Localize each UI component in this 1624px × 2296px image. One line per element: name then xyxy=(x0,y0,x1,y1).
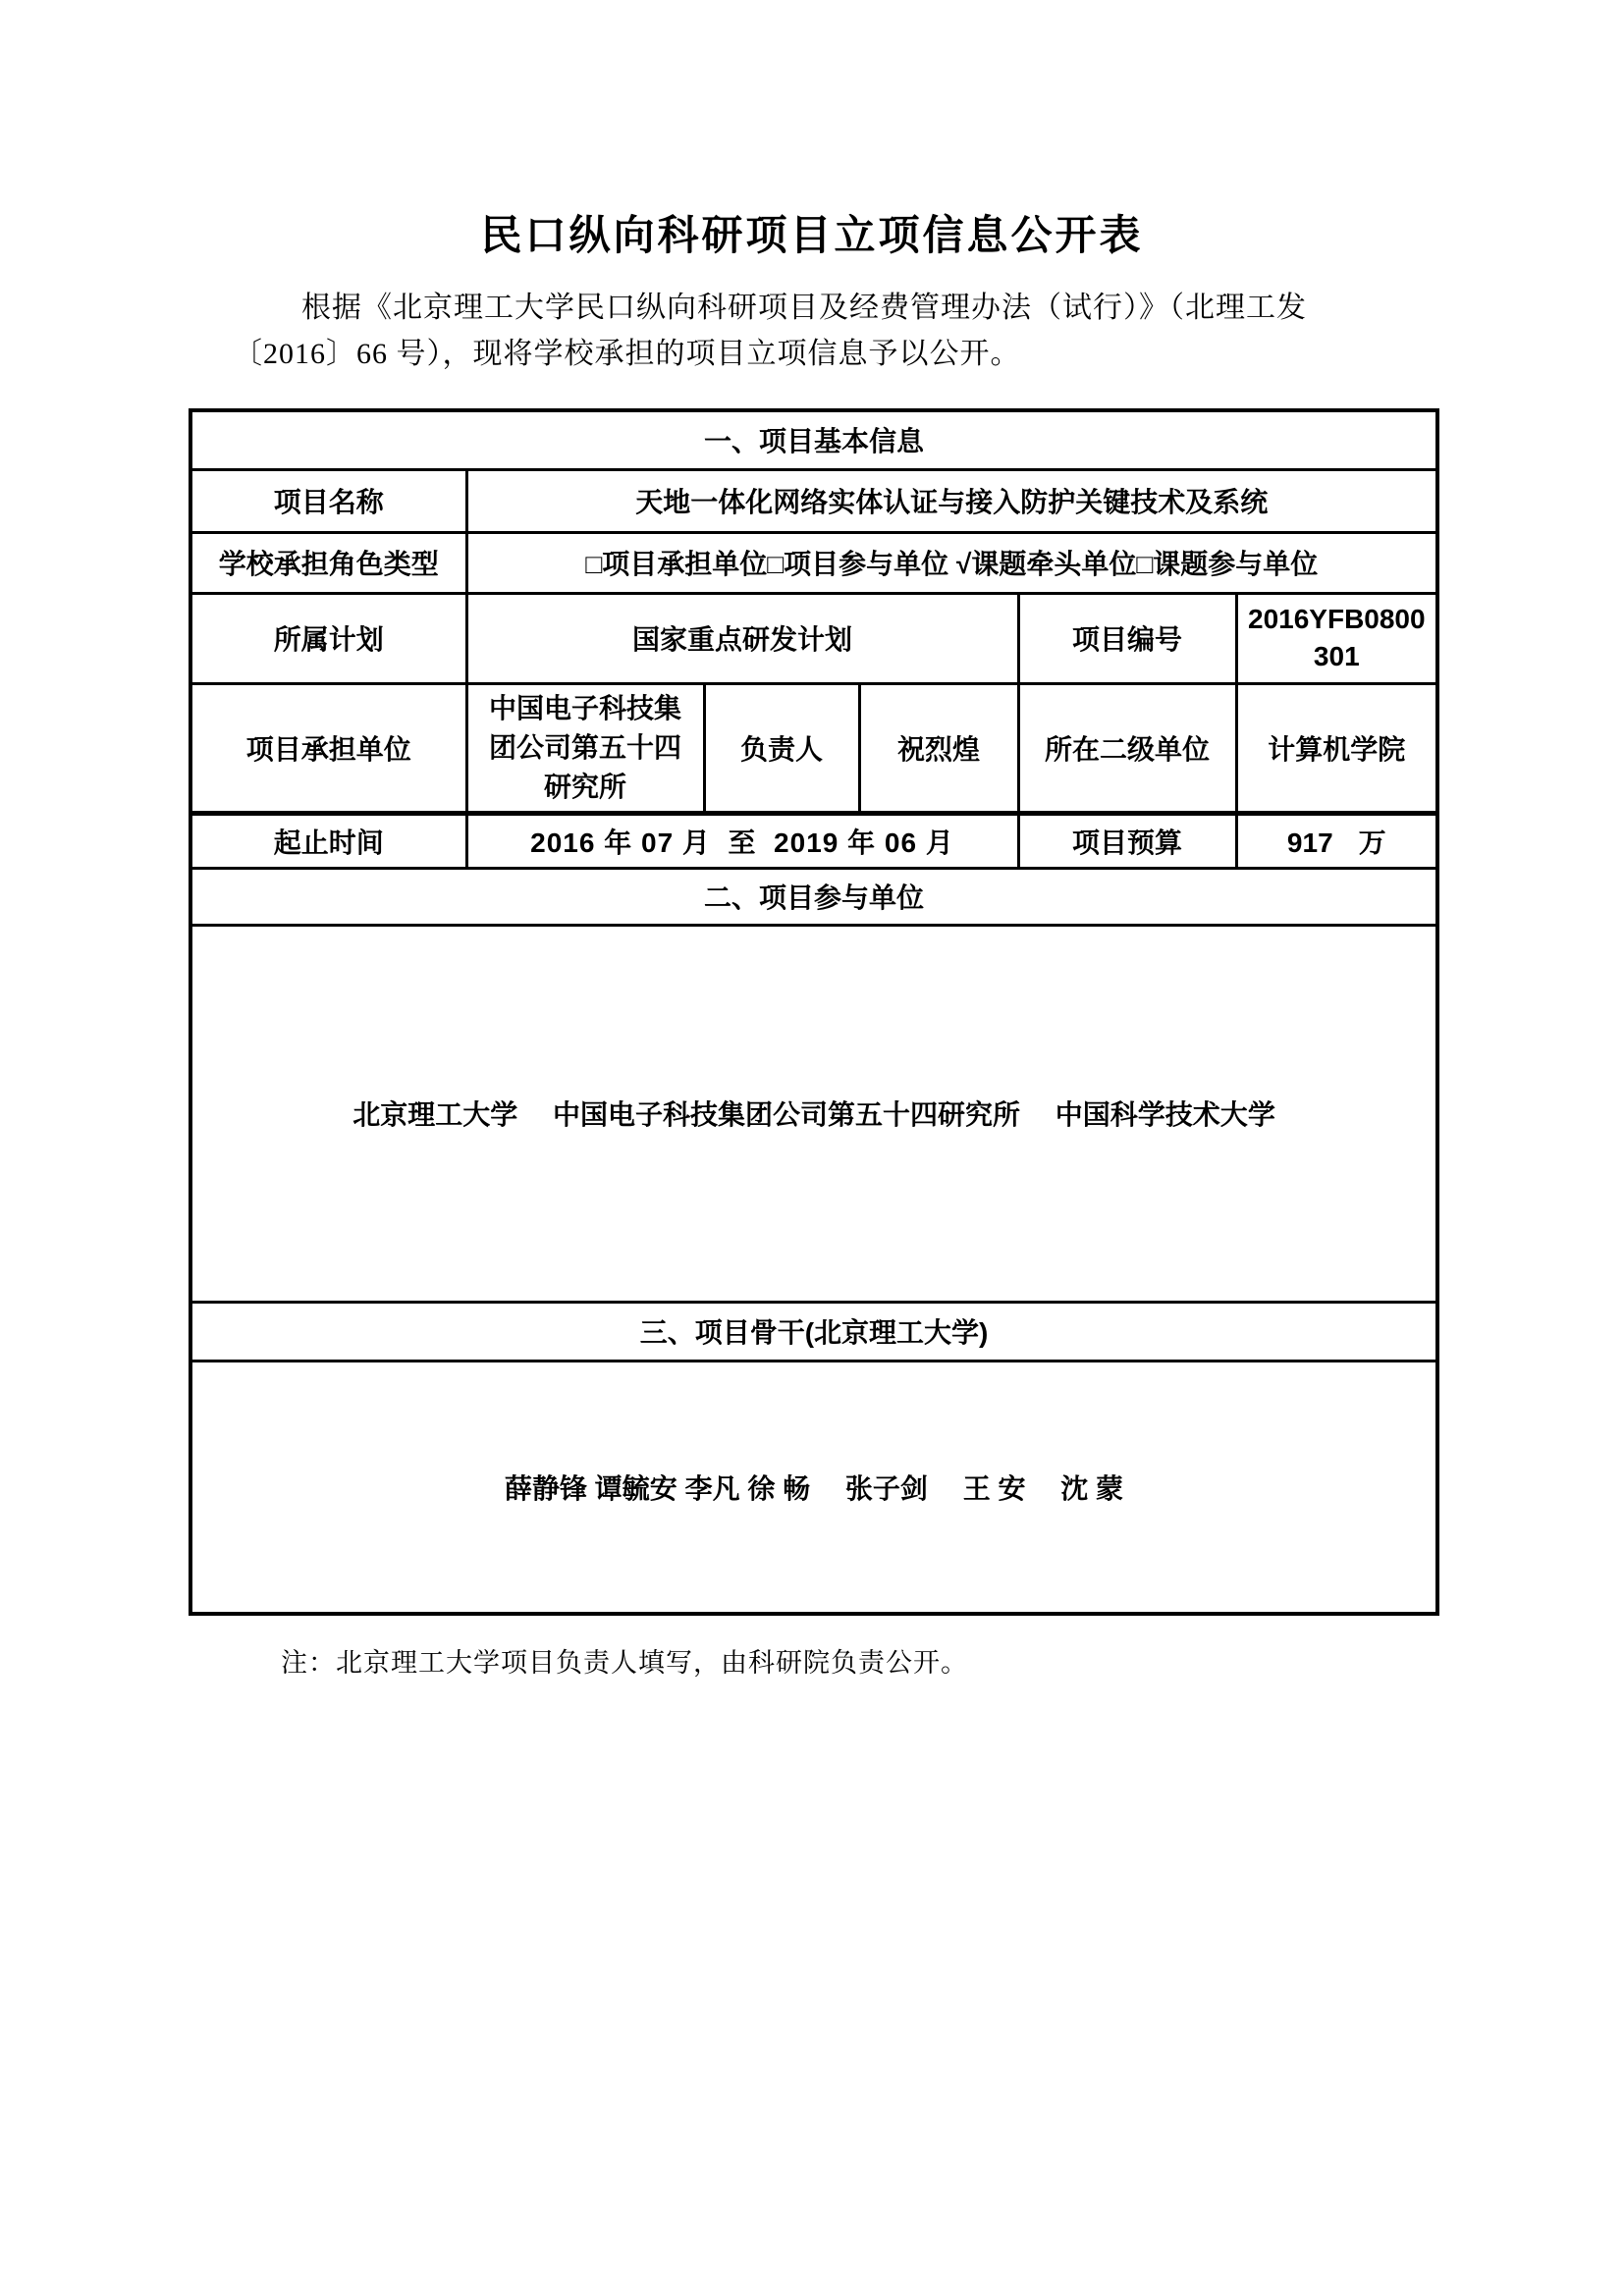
budget-value-cell xyxy=(1236,813,1437,868)
plan-label-cell: 所属计划 xyxy=(190,593,466,683)
leader-value-cell: 祝烈煌 xyxy=(859,683,1018,813)
intro-line-1: 根据《北京理工大学民口纵向科研项目及经费管理办法（试行）》（北理工发 xyxy=(301,292,1307,324)
duration-value-cell: 2016 年 07 月 至 2019 年 06 月 xyxy=(466,813,1018,868)
secondary-unit-label-cell: 所在二级单位 xyxy=(1018,683,1236,813)
duration-label-cell: 起止时间 xyxy=(190,813,466,868)
budget-label-cell: 项目预算 xyxy=(1018,813,1236,868)
project-name-value-cell: 天地一体化网络实体认证与接入防护关键技术及系统 xyxy=(466,469,1437,532)
project-form-table xyxy=(189,408,1439,1616)
project-no-value-cell: 2016YFB0800301 xyxy=(1236,593,1437,683)
section1-header-cell: 一、项目基本信息 xyxy=(190,410,1437,469)
role-type-label-cell: 学校承担角色类型 xyxy=(190,532,466,593)
budget-unit-label: 万 xyxy=(1358,827,1386,858)
section2-header-cell: 二、项目参与单位 xyxy=(190,868,1437,925)
secondary-unit-value-cell: 计算机学院 xyxy=(1236,683,1437,813)
project-no-label-cell: 项目编号 xyxy=(1018,593,1236,683)
undertaker-value-cell: 中国电子科技集团公司第五十四研究所 xyxy=(466,683,704,813)
footnote: 注：北京理工大学项目负责人填写，由科研院负责公开。 xyxy=(281,1648,968,1678)
budget-number: 917 xyxy=(1286,827,1333,858)
intro-paragraph xyxy=(233,285,1379,377)
undertaker-label-cell: 项目承担单位 xyxy=(190,683,466,813)
plan-value-cell: 国家重点研发计划 xyxy=(466,593,1018,683)
project-name-label-cell: 项目名称 xyxy=(190,469,466,532)
role-type-value-cell: □项目承担单位□项目参与单位 √课题牵头单位□课题参与单位 xyxy=(466,532,1437,593)
doc-title: 民口纵向科研项目立项信息公开表 xyxy=(480,212,1144,258)
intro-line-2: 〔2016〕66 号），现将学校承担的项目立项信息予以公开。 xyxy=(233,338,1021,370)
backbone-names-cell: 薛静锋 谭毓安 李凡 徐 畅 张子剑 王 安 沈 蒙 xyxy=(190,1361,1437,1614)
section3-header-cell: 三、项目骨干(北京理工大学) xyxy=(190,1302,1437,1361)
leader-label-cell: 负责人 xyxy=(704,683,859,813)
participants-value-cell: 北京理工大学 中国电子科技集团公司第五十四研究所 中国科学技术大学 xyxy=(190,925,1437,1302)
